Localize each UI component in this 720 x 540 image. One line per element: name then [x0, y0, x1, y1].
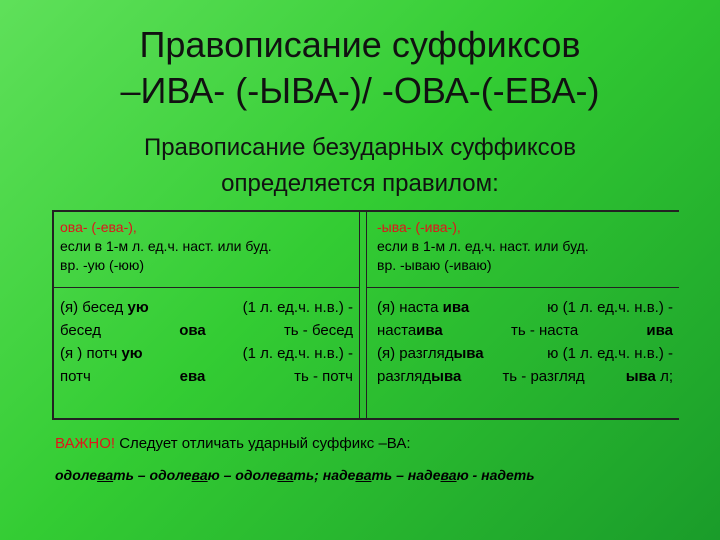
right-rule-line-1: если в 1-м л. ед.ч. наст. или буд. — [377, 238, 589, 254]
right-column — [366, 212, 679, 418]
text: (я) наста — [377, 299, 439, 316]
right-suffix: -ыва- (-ива-), — [377, 219, 461, 235]
important-note — [55, 434, 411, 454]
suffix: ыва — [431, 368, 462, 385]
text: ть; наде — [293, 467, 356, 483]
title-line-2: –ИВА- (-ЫВА-)/ -ОВА-(-ЕВА-) — [120, 70, 600, 111]
text: (1 л. ед.ч. н.в.) - — [242, 299, 353, 316]
left-example-line-4 — [60, 365, 353, 388]
text: (я) бесед — [60, 299, 124, 316]
left-column — [54, 212, 360, 418]
text: ю (1 л. ед.ч. н.в.) - — [547, 345, 673, 362]
right-rule-header — [367, 212, 679, 288]
suffix: ева — [179, 368, 206, 385]
underlined: ва — [277, 467, 294, 483]
subtitle-line-1: Правописание безударных суффиксов — [143, 134, 577, 161]
slide-subtitle — [0, 130, 720, 202]
text: л; — [660, 368, 673, 385]
text: ть - потч — [294, 368, 353, 385]
note-text: Следует отличать ударный суффикс –ВА: — [115, 435, 411, 452]
text: одоле — [55, 467, 98, 483]
text: наста — [377, 322, 417, 339]
left-suffix: ова- (-ева-), — [60, 219, 137, 235]
text: ть - бесед — [283, 322, 353, 339]
suffix: ова — [179, 322, 206, 339]
right-example-line-3 — [377, 342, 673, 365]
suffix: ива — [416, 322, 443, 339]
text: бесед — [60, 322, 102, 339]
left-rule-header — [54, 212, 359, 288]
suffix: ива — [646, 322, 673, 339]
underlined: ва — [355, 467, 372, 483]
text: (я ) потч — [60, 345, 118, 362]
text: ть — [513, 467, 535, 483]
left-examples — [54, 288, 359, 388]
stressed-suffix-example — [55, 465, 535, 485]
underlined: ва — [440, 467, 457, 483]
suffix: ыва — [453, 345, 484, 362]
text: ть – одоле — [113, 467, 192, 483]
text: потч — [60, 368, 91, 385]
suffix: ива — [442, 299, 470, 316]
title-line-1: Правописание суффиксов — [139, 24, 581, 65]
left-example-line-3 — [60, 342, 353, 365]
left-example-line-1 — [60, 296, 353, 319]
text: ю – одоле — [207, 467, 278, 483]
suffix: ую — [127, 299, 149, 316]
text: ть - наста — [510, 322, 579, 339]
slide-title — [0, 22, 720, 114]
text: ю (1 л. ед.ч. н.в.) - — [547, 299, 673, 316]
right-examples — [367, 288, 679, 388]
suffix: ую — [121, 345, 143, 362]
text: (1 л. ед.ч. н.в.) - — [242, 345, 353, 362]
subtitle-line-2: определяется правилом: — [221, 170, 499, 197]
right-example-line-4 — [377, 365, 673, 388]
text: ть – наде — [371, 467, 441, 483]
underlined: ва — [97, 467, 114, 483]
text: (я) разгляд — [377, 345, 454, 362]
right-example-line-1 — [377, 296, 673, 319]
right-rule-line-2: вр. -ываю (-иваю) — [377, 257, 492, 273]
left-rule-line-1: если в 1-м л. ед.ч. наст. или буд. — [60, 238, 272, 254]
left-example-line-2 — [60, 319, 353, 342]
right-example-line-2 — [377, 319, 673, 342]
text: ю - наде — [456, 467, 514, 483]
important-label: ВАЖНО! — [55, 435, 116, 452]
rules-table — [52, 210, 679, 420]
text: разгляд — [377, 368, 432, 385]
text: ть - разгляд — [502, 368, 585, 385]
underlined: ва — [191, 467, 208, 483]
left-rule-line-2: вр. -ую (-юю) — [60, 257, 145, 273]
suffix: ыва — [625, 368, 656, 385]
